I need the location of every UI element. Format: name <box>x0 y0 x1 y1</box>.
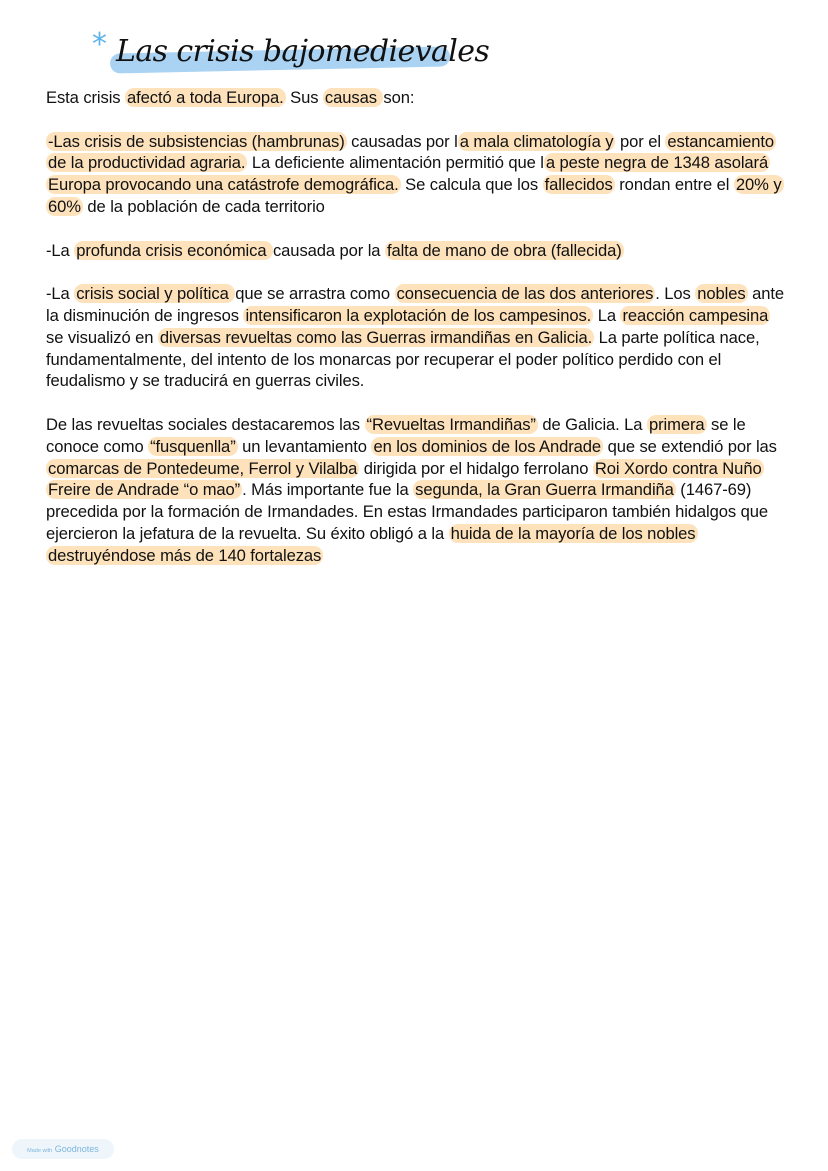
highlighted-text: en los dominios de los Andrade <box>373 436 602 456</box>
highlighted-text: a mala climatología y <box>459 131 614 151</box>
text-run: causadas por l <box>346 131 458 151</box>
highlighted-text: reacción campesina <box>622 305 769 325</box>
text-run: de Galicia. La <box>537 414 647 434</box>
title-text: Las crisis bajomedievales <box>116 34 490 69</box>
highlighted-text: fallecidos <box>544 175 613 195</box>
text-run: . Más importante fue la <box>242 480 414 500</box>
text-run: que se extendió por las <box>603 436 777 456</box>
paragraph <box>46 283 791 392</box>
highlighted-text: causas <box>324 88 382 107</box>
text-run: -La <box>46 284 75 304</box>
text-run: La <box>593 305 621 325</box>
paragraph <box>46 131 791 218</box>
text-run: Esta crisis <box>46 88 126 107</box>
text-run: son: <box>383 88 415 107</box>
text-run: -La <box>46 240 75 260</box>
text-run: La parte política nace, fundamentalmente, del intento de los monarcas por recuperar el poder político perdido con el feudalismo y se traducirá en guerras civiles. <box>46 327 760 391</box>
text-run: Se calcula que los <box>400 175 543 195</box>
highlighted-text: segunda, la Gran Guerra Irmandiña <box>415 480 674 500</box>
text-run: causada por la <box>272 240 385 260</box>
text-run: Sus <box>285 88 323 107</box>
highlighted-text: a peste negra de 1348 asolará Europa provocando una catástrofe demográfica. <box>48 153 769 195</box>
highlighted-text: Roi Xordo contra Nuño Freire de Andrade “o mao” <box>48 458 762 500</box>
text-run: por el <box>615 131 666 151</box>
highlighted-text: huida de la mayoría de los nobles destruyéndose más de 140 fortalezas <box>48 523 696 565</box>
highlighted-text: estancamiento de la productividad agraria. <box>48 131 775 173</box>
goodnotes-badge[interactable] <box>12 1139 114 1159</box>
highlighted-text: “fusquenlla” <box>150 436 236 456</box>
highlighted-text: 20% y 60% <box>48 175 782 216</box>
text-run: rondan entre el <box>614 175 734 195</box>
highlighted-text: -Las crisis de subsistencias (hambrunas) <box>48 131 345 151</box>
page-title <box>92 27 490 76</box>
highlighted-text: primera <box>648 414 705 434</box>
badge-prefix: Made with <box>27 1148 53 1154</box>
document-body <box>46 87 791 588</box>
text-run: que se arrastra como <box>235 284 395 304</box>
highlighted-text: consecuencia de las dos anteriores <box>396 284 654 304</box>
text-run: un levantamiento <box>237 436 372 456</box>
asterisk-icon: * <box>92 27 107 62</box>
highlighted-text: falta de mano de obra (fallecida) <box>386 240 622 260</box>
text-run: . Los <box>655 284 696 304</box>
text-run: se visualizó en <box>46 327 158 347</box>
text-run: (1467-69) precedida por la formación de Irmandades. En estas Irmandades participaron también hidalgos que ejercieron la jefatura de la revuelta. Su éxito obligó a la <box>46 480 768 543</box>
highlighted-text: comarcas de Pontedeume, Ferrol y Vilalba <box>48 458 358 478</box>
highlighted-text: nobles <box>697 284 746 304</box>
highlighted-text: profunda crisis económica <box>76 240 271 260</box>
paragraph <box>46 414 791 567</box>
highlighted-text: “Revueltas Irmandiñas” <box>366 414 536 434</box>
text-run: se le conoce como <box>46 414 746 456</box>
paragraph <box>46 240 791 262</box>
text-run: ante la disminución de ingresos <box>46 284 785 325</box>
text-run: La deficiente alimentación permitió que l <box>247 153 544 173</box>
text-run: de la población de cada territorio <box>82 196 325 216</box>
badge-brand: Goodnotes <box>54 1144 99 1154</box>
highlighted-text: afectó a toda Europa. <box>127 88 284 107</box>
text-run: De las revueltas sociales destacaremos las <box>46 414 365 434</box>
highlighted-text: crisis social y política <box>76 284 234 304</box>
text-run: dirigida por el hidalgo ferrolano <box>359 458 593 478</box>
highlighted-text: intensificaron la explotación de los campesinos. <box>245 305 592 325</box>
highlighted-text: diversas revueltas como las Guerras irmandiñas en Galicia. <box>159 327 593 347</box>
paragraph <box>46 87 791 109</box>
